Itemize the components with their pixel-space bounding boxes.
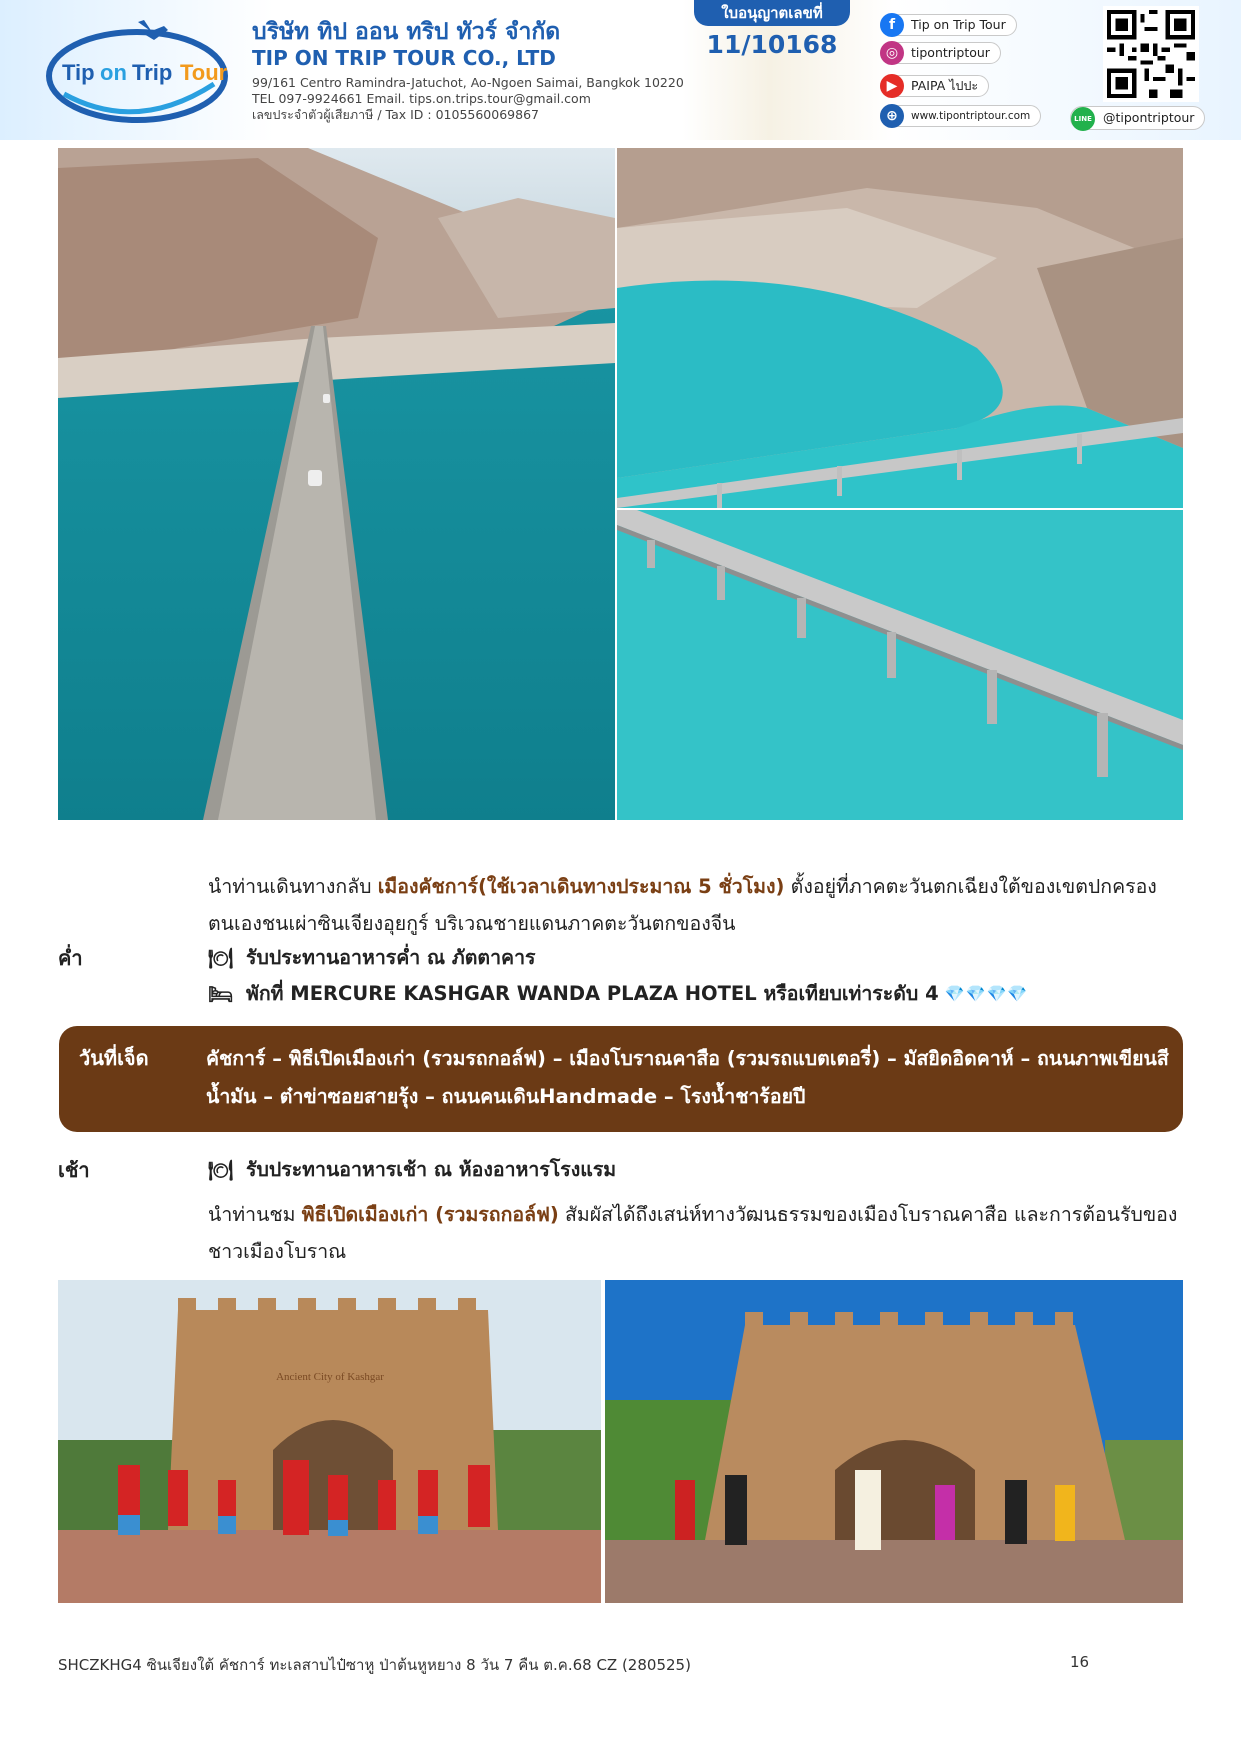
svg-text:on: on (100, 60, 127, 85)
day-itinerary-title: คัชการ์ – พิธีเปิดเมืองเก่า (รวมรถกอล์ฟ) – เมืองโบราณคาสือ (รวมรถแบตเตอรี่) – มัสยิดอิดคาห์ – ถนนภาพเขียนสีน้ำมัน – ต๋าข่าซอยสายรุ้ง – ถนนคนเดินHandmade – โรงน้ำชาร้อยปี (206, 1047, 1169, 1108)
para1-text-rest: ตั้งอยู่ที่ภาคตะวันตกเฉียงใต้ของเขตปกครองตนเองชนเผ่าซินเจียงอุยกูร์ บริเวณชายแดนภาคตะวันตกของจีน (208, 875, 1157, 935)
qr-code[interactable] (1103, 6, 1199, 102)
photo-old-city-gate-dancers (58, 1280, 601, 1603)
facebook-icon: f (880, 13, 904, 37)
photo-lake-bridge-aerial (58, 148, 615, 820)
para2-text: นำท่านชม (208, 1203, 302, 1226)
social-facebook-label: Tip on Trip Tour (880, 14, 1017, 36)
website-icon: ⊕ (880, 104, 904, 128)
paragraph-old-city-ceremony (208, 1196, 1183, 1270)
bed-icon: 🛏 (208, 981, 234, 1006)
letterhead (0, 0, 1241, 140)
dinner-line (208, 942, 536, 973)
youtube-icon: ▶ (880, 74, 904, 98)
paragraph-return-to-kashgar (208, 868, 1183, 942)
company-name-english: TIP ON TRIP TOUR CO., LTD (252, 46, 556, 70)
line-icon: LINE (1071, 107, 1095, 131)
breakfast-plate-icon: 🍽 (208, 1157, 234, 1182)
company-contact: TEL 097-9924661 Email. tips.on.trips.tour@gmail.com (252, 91, 591, 106)
social-youtube[interactable] (880, 74, 989, 98)
svg-text:Tour: Tour (180, 60, 228, 85)
breakfast-line (208, 1154, 616, 1185)
day-seven-banner (59, 1026, 1183, 1132)
para1-highlight: เมืองคัชการ์(ใช้เวลาเดินทางประมาณ 5 ชั่วโมง) (377, 875, 785, 898)
breakfast-label: เช้า (58, 1158, 90, 1182)
para2-highlight: พิธีเปิดเมืองเก่า (รวมรถกอล์ฟ) (301, 1203, 559, 1226)
social-website[interactable] (880, 104, 1041, 128)
svg-text:Trip: Trip (132, 60, 173, 85)
social-instagram-label: tipontriptour (880, 42, 1001, 64)
photo-lake-bridge-valley (617, 148, 1183, 508)
dinner-plate-icon: 🍽 (208, 945, 234, 970)
company-logo (44, 14, 230, 124)
dinner-label: ค่ำ (58, 946, 83, 970)
para1-text: นำท่านเดินทางกลับ (208, 875, 378, 898)
social-website-label: www.tipontriptour.com (880, 105, 1041, 127)
instagram-icon: ◎ (880, 41, 904, 65)
company-tax-id: เลขประจำตัวผู้เสียภาษี / Tax ID : 0105560069867 (252, 107, 539, 122)
para2-text-rest: สัมผัสได้ถึงเสน่ห์ทางวัฒนธรรมของเมืองโบราณคาสือ และการต้อนรับของชาวเมืองโบราณ (208, 1203, 1178, 1263)
social-line[interactable] (1070, 106, 1205, 130)
footer-program-code: SHCZKHG4 ซินเจียงใต้ คัชการ์ ทะเลสาบไป๋ซาหู ป่าต้นหูหยาง 8 วัน 7 คืน ต.ค.68 CZ (280525) (58, 1656, 691, 1674)
photo-bridge-over-turquoise-water (617, 510, 1183, 820)
company-name-thai: บริษัท ทิป ออน ทริป ทัวร์ จำกัด (252, 19, 561, 45)
license-label: ใบอนุญาตเลขที่ (694, 0, 850, 26)
social-youtube-label: PAIPA ไปปะ (880, 75, 989, 97)
day-label: วันที่เจ็ด (79, 1046, 149, 1070)
company-address: 99/161 Centro Ramindra-Jatuchot, Ao-Ngoen Saimai, Bangkok 10220 (252, 75, 684, 90)
photo-old-city-welcome-procession (605, 1280, 1183, 1603)
social-instagram[interactable] (880, 41, 1001, 65)
hotel-rating-icons: 💎💎💎💎 (944, 984, 1029, 1003)
hotel-line (208, 978, 1028, 1009)
dinner-text: รับประทานอาหารค่ำ ณ ภัตตาคาร (246, 946, 536, 969)
social-facebook[interactable] (880, 13, 1017, 37)
social-line-label: @tipontriptour (1103, 110, 1195, 125)
license-number: 11/10168 (706, 30, 838, 59)
gate-sign-text: Ancient City of Kashgar (276, 1371, 384, 1383)
hotel-text: พักที่ MERCURE KASHGAR WANDA PLAZA HOTEL หรือเทียบเท่าระดับ 4 (246, 982, 939, 1005)
page-number: 16 (1070, 1653, 1090, 1671)
svg-text:Tip: Tip (62, 60, 95, 85)
breakfast-text: รับประทานอาหารเช้า ณ ห้องอาหารโรงแรม (246, 1158, 617, 1181)
